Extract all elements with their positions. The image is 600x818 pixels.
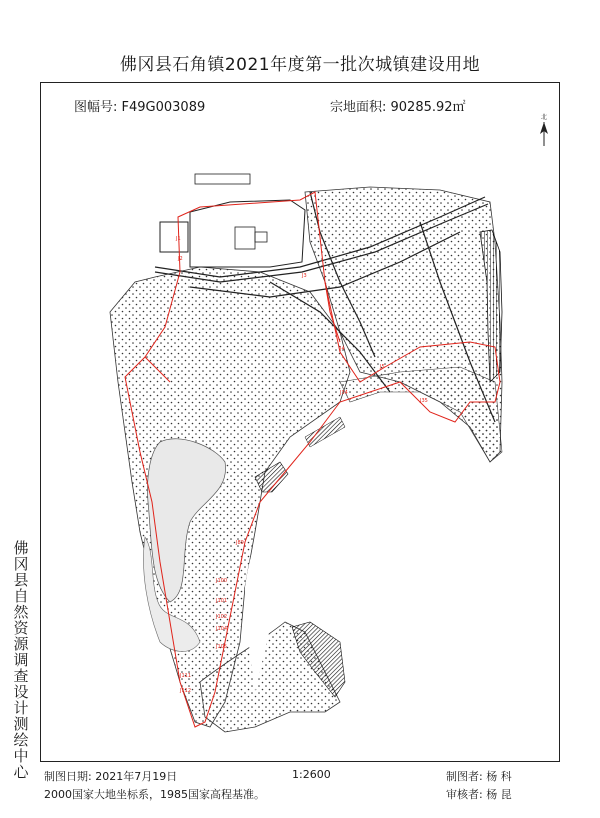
parcel-area: 宗地面积: 90285.92㎡ [330,100,466,115]
north-label: 北 [540,114,548,121]
point-label: J3 [302,273,307,279]
point-label: J105 [216,644,228,650]
reviewer-name: 审核者: 杨 昆 [446,788,512,801]
cadastral-map [40,82,560,762]
point-label: J112 [180,688,192,694]
point-label: J2 [178,256,183,262]
point-label: J89 [236,540,244,546]
point-label: J111 [180,673,192,679]
point-label: J104 [216,626,228,632]
point-label: J1 [176,236,181,242]
point-label: J34 [340,390,348,396]
point-label: J102 [216,614,228,620]
point-label: J35 [420,398,428,404]
mapper-name: 制图者: 杨 科 [446,770,512,783]
organization-vertical-text: 佛冈县自然资源调查设计测绘中心 [13,539,29,781]
coordinate-system: 2000国家大地坐标系，1985国家高程基准。 [44,788,265,801]
point-label: J4 [340,346,345,352]
point-label: J5 [380,364,385,370]
map-date: 制图日期: 2021年7月19日 [44,770,178,783]
map-scale: 1:2600 [292,768,331,781]
building [160,222,188,252]
building [195,174,250,184]
map-title: 佛冈县石角镇2021年度第一批次城镇建设用地 [119,55,481,75]
point-label: J101 [216,598,228,604]
sheet-number: 图幅号: F49G003089 [74,100,206,115]
point-label: J100 [216,578,228,584]
building-block [190,200,305,267]
